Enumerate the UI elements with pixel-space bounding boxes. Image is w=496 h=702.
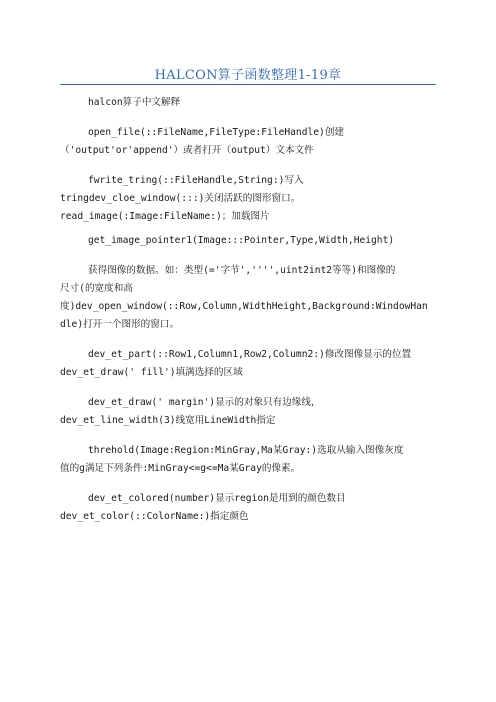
text-line: get_image_pointer1(Image:::Pointer,Type,Width,Height) (88, 235, 395, 246)
title-underline (60, 84, 436, 85)
text-line: （'output'or'append'）或者打开（output）文本文件 (60, 145, 314, 156)
text-line: dev_et_draw(' margin')显示的对象只有边缘线， (88, 397, 321, 408)
text-line: 获得图像的数据。如：类型(='字节','''',uint2int2等等)和图像的 (88, 265, 396, 276)
text-line: dev_et_line_width(3)线宽用LineWidth指定 (60, 415, 276, 426)
text-line: 尺寸(的宽度和高 (60, 283, 133, 294)
text-line: threhold(Image:Region:MinGray,Ma某Gray:)选取从输入图像灰度 (88, 445, 404, 456)
text-line: halcon算子中文解释 (88, 97, 181, 108)
text-line: 度)dev_open_window(::Row,Column,WidthHeight,Background:WindowHan (60, 301, 428, 312)
text-line: dev_et_part(::Row1,Column1,Row2,Column2:)修改图像显示的位置 (88, 349, 412, 360)
text-line: fwrite_tring(::FileHandle,String:)写入 (88, 175, 304, 186)
text-line: tringdev_cloe_window(:::)关闭活跃的图形窗口。 (60, 193, 301, 204)
text-line: dev_et_colored(number)显示region是用到的颜色数目 (88, 493, 346, 504)
text-line: dle)打开一个图形的窗口。 (60, 319, 180, 330)
text-line: dev_et_color(::ColorName:)指定颜色 (60, 511, 249, 522)
document-title: HALCON算子函数整理1-19章 (154, 68, 342, 83)
text-line: 值的g满足下列条件:MinGray<=g<=Ma某Gray的像素。 (60, 463, 301, 474)
text-line: read_image(:Image:FileName:)；加载图片 (60, 211, 270, 222)
text-line: open_file(::FileName,FileType:FileHandle)创建 (88, 127, 345, 138)
text-line: dev_et_draw(' fill')填满选择的区域 (60, 367, 243, 378)
